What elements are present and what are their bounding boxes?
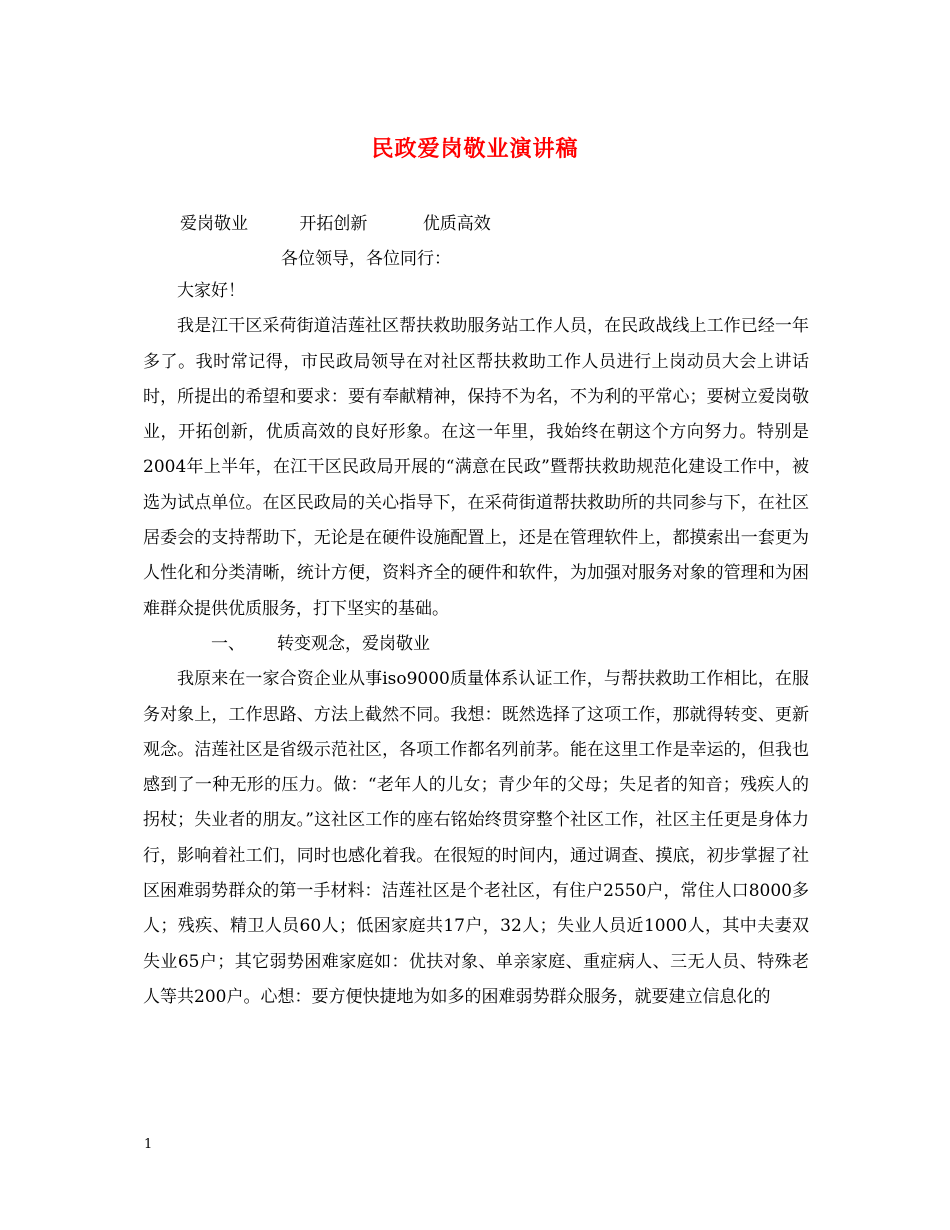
salutation: 各位领导，各位同行：	[281, 249, 451, 269]
motto-item-1: 爱岗敬业	[180, 214, 248, 234]
motto-line	[180, 209, 491, 234]
body-text	[143, 274, 809, 1015]
page-number: 1	[144, 1137, 153, 1152]
section-title: 转变观念，爱岗敬业	[277, 633, 430, 654]
greeting: 大家好！	[177, 281, 245, 301]
section-number: 一、	[211, 633, 245, 654]
document-title: 民政爱岗敬业演讲稿	[371, 136, 579, 162]
section-heading-1	[143, 627, 809, 662]
paragraph-1: 我是江干区采荷街道洁莲社区帮扶救助服务站工作人员，在民政战线上工作已经一年多了。我时常记得，市民政局领导在对社区帮扶救助工作人员进行上岗动员大会上讲话时，所提出的希望和要求：要有奉献精神，保持不为名，不为利的平常心；要树立爱岗敬业，开拓创新，优质高效的良好形象。在这一年里，我始终在朝这个方向努力。特别是2004年上半年，在江干区民政局开展的“满意在民政”暨帮扶救助规范化建设工作中，被选为试点单位。在区民政局的关心指导下，在采荷街道帮扶救助所的共同参与下，在社区居委会的支持帮助下，无论是在硬件设施配置上，还是在管理软件上，都摸索出一套更为人性化和分类清晰，统计方便，资料齐全的硬件和软件，为加强对服务对象的管理和为困难群众提供优质服务，打下坚实的基础。	[143, 316, 809, 619]
motto-item-2: 开拓创新	[299, 214, 368, 234]
motto-item-3: 优质高效	[422, 214, 491, 234]
paragraph-2: 我原来在一家合资企业从事iso9000质量体系认证工作，与帮扶救助工作相比，在服务对象上，工作思路、方法上截然不同。我想：既然选择了这项工作，那就得转变、更新观念。洁莲社区是省级示范社区，各项工作都名列前茅。能在这里工作是幸运的，但我也感到了一种无形的压力。做：“老年人的儿女；青少年的父母；失足者的知音；残疾人的拐杖；失业者的朋友。”这社区工作的座右铭始终贯穿整个社区工作，社区主任更是身体力行，影响着社工们，同时也感化着我。在很短的时间内，通过调查、摸底，初步掌握了社区困难弱势群众的第一手材料：洁莲社区是个老社区，有住户2550户，常住人口8000多人；残疾、精卫人员60人；低困家庭共17户，32人；失业人员近1000人，其中夫妻双失业65户；其它弱势困难家庭如：优扶对象、单亲家庭、重症病人、三无人员、特殊老人等共200户。心想：要方便快捷地为如多的困难弱势群众服务，就要建立信息化的	[143, 669, 809, 1007]
